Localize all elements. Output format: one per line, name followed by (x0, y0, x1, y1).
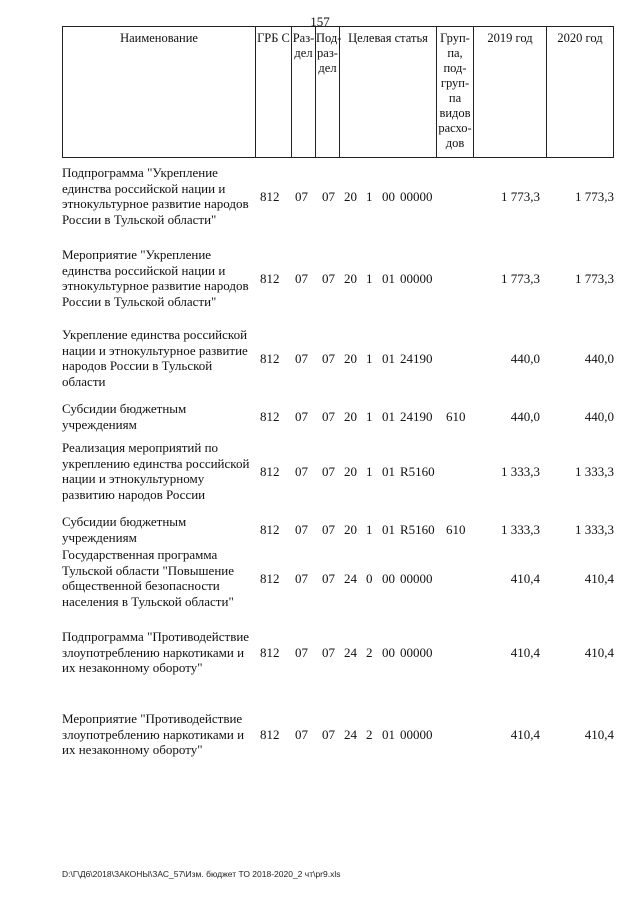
row-2019: 410,4 (510, 645, 540, 660)
row-cs-event: 01 (382, 351, 395, 366)
row-podrazdel: 07 (322, 189, 335, 204)
header-gruppa-vidov: Груп- па, под- груп- па видов расхо- дов (436, 27, 473, 157)
row-razdel: 07 (295, 522, 308, 537)
row-2020: 1 773,3 (575, 271, 614, 286)
row-razdel: 07 (295, 351, 308, 366)
row-cs-subprogram: 0 (366, 571, 373, 586)
row-2019: 1 333,3 (501, 464, 540, 479)
row-cs-program: 24 (344, 645, 357, 660)
row-grbs: 812 (260, 727, 280, 742)
row-2019: 440,0 (510, 409, 540, 424)
row-2020: 440,0 (584, 351, 614, 366)
row-podrazdel: 07 (322, 522, 335, 537)
row-cs-subprogram: 1 (366, 189, 373, 204)
row-cs-subprogram: 2 (366, 727, 373, 742)
file-path-footer: D:\Г\Д6\2018\ЗАКОНЫ\ЗАС_57\Изм. бюджет ТО 2018-2020_2 чт\pr9.xls (62, 869, 341, 879)
row-cs-subprogram: 1 (366, 271, 373, 286)
row-cs-code: 00000 (400, 189, 433, 204)
row-grbs: 812 (260, 409, 280, 424)
row-cs-program: 20 (344, 351, 357, 366)
header-razdel: Раз- дел (291, 27, 315, 157)
row-podrazdel: 07 (322, 571, 335, 586)
row-razdel: 07 (295, 727, 308, 742)
row-2020: 1 333,3 (575, 522, 614, 537)
row-grbs: 812 (260, 189, 280, 204)
row-cs-event: 00 (382, 645, 395, 660)
row-razdel: 07 (295, 409, 308, 424)
page-number: 157 (310, 14, 330, 29)
row-2019: 440,0 (510, 351, 540, 366)
header-podrazdel: Под- раз- дел (315, 27, 339, 157)
header-grbs: ГРБ С (255, 27, 291, 157)
row-2019: 410,4 (510, 571, 540, 586)
row-name: Субсидии бюджетным учреждениям (62, 514, 187, 545)
row-razdel: 07 (295, 464, 308, 479)
row-cs-program: 20 (344, 409, 357, 424)
row-2020: 410,4 (584, 727, 614, 742)
row-cs-event: 00 (382, 571, 395, 586)
row-2020: 410,4 (584, 571, 614, 586)
row-podrazdel: 07 (322, 351, 335, 366)
row-podrazdel: 07 (322, 464, 335, 479)
row-cs-subprogram: 1 (366, 409, 373, 424)
row-name: Подпрограмма "Противодействие злоупотреблению наркотиками и их незаконному обороту" (62, 629, 250, 675)
row-cs-event: 01 (382, 409, 395, 424)
row-grbs: 812 (260, 271, 280, 286)
row-cs-code: R5160 (400, 464, 435, 479)
row-cs-program: 24 (344, 571, 357, 586)
row-razdel: 07 (295, 271, 308, 286)
row-name: Мероприятие "Противодействие злоупотреблению наркотиками и их незаконному обороту" (62, 711, 245, 757)
row-cs-code: 00000 (400, 571, 433, 586)
row-cs-program: 24 (344, 727, 357, 742)
header-celevaya-statya: Целевая статья (339, 27, 436, 157)
row-cs-program: 20 (344, 464, 357, 479)
table-header (62, 26, 614, 158)
row-2020: 1 773,3 (575, 189, 614, 204)
row-grbs: 812 (260, 645, 280, 660)
row-cs-program: 20 (344, 189, 357, 204)
row-cs-code: R5160 (400, 522, 435, 537)
row-name: Подпрограмма "Укрепление единства российской нации и этнокультурное развитие народов России в Тульской области" (62, 165, 249, 227)
row-cs-code: 24190 (400, 351, 433, 366)
row-razdel: 07 (295, 571, 308, 586)
row-2019: 1 773,3 (501, 189, 540, 204)
row-cs-code: 00000 (400, 727, 433, 742)
row-2019: 1 333,3 (501, 522, 540, 537)
row-cs-subprogram: 1 (366, 522, 373, 537)
row-2020: 440,0 (584, 409, 614, 424)
row-podrazdel: 07 (322, 645, 335, 660)
row-cs-event: 01 (382, 727, 395, 742)
header-name: Наименование (62, 27, 255, 157)
row-razdel: 07 (295, 189, 308, 204)
row-cs-subprogram: 1 (366, 464, 373, 479)
row-grbs: 812 (260, 522, 280, 537)
row-cs-subprogram: 2 (366, 645, 373, 660)
row-vid: 610 (446, 522, 466, 537)
row-podrazdel: 07 (322, 409, 335, 424)
row-razdel: 07 (295, 645, 308, 660)
row-2020: 1 333,3 (575, 464, 614, 479)
row-2020: 410,4 (584, 645, 614, 660)
row-cs-event: 00 (382, 189, 395, 204)
row-cs-event: 01 (382, 464, 395, 479)
row-grbs: 812 (260, 464, 280, 479)
row-cs-code: 24190 (400, 409, 433, 424)
header-2020: 2020 год (546, 27, 614, 157)
row-name: Государственная программа Тульской области "Повышение общественной безопасности населения в Тульской области" (62, 547, 235, 609)
row-name: Мероприятие "Укрепление единства российской нации и этнокультурное развитие народов России в Тульской области" (62, 247, 249, 309)
row-cs-code: 00000 (400, 645, 433, 660)
row-cs-event: 01 (382, 271, 395, 286)
row-name: Укрепление единства российской нации и этнокультурное развитие народов России в Тульской области (62, 327, 248, 389)
row-2019: 1 773,3 (501, 271, 540, 286)
row-cs-program: 20 (344, 271, 357, 286)
row-grbs: 812 (260, 351, 280, 366)
row-grbs: 812 (260, 571, 280, 586)
row-podrazdel: 07 (322, 271, 335, 286)
row-cs-subprogram: 1 (366, 351, 373, 366)
row-cs-code: 00000 (400, 271, 433, 286)
row-cs-program: 20 (344, 522, 357, 537)
row-vid: 610 (446, 409, 466, 424)
row-name: Реализация мероприятий по укреплению единства российской нации и этнокультурному развитию народов России (62, 440, 250, 502)
row-cs-event: 01 (382, 522, 395, 537)
row-podrazdel: 07 (322, 727, 335, 742)
row-name: Субсидии бюджетным учреждениям (62, 401, 187, 432)
row-2019: 410,4 (510, 727, 540, 742)
header-2019: 2019 год (473, 27, 546, 157)
